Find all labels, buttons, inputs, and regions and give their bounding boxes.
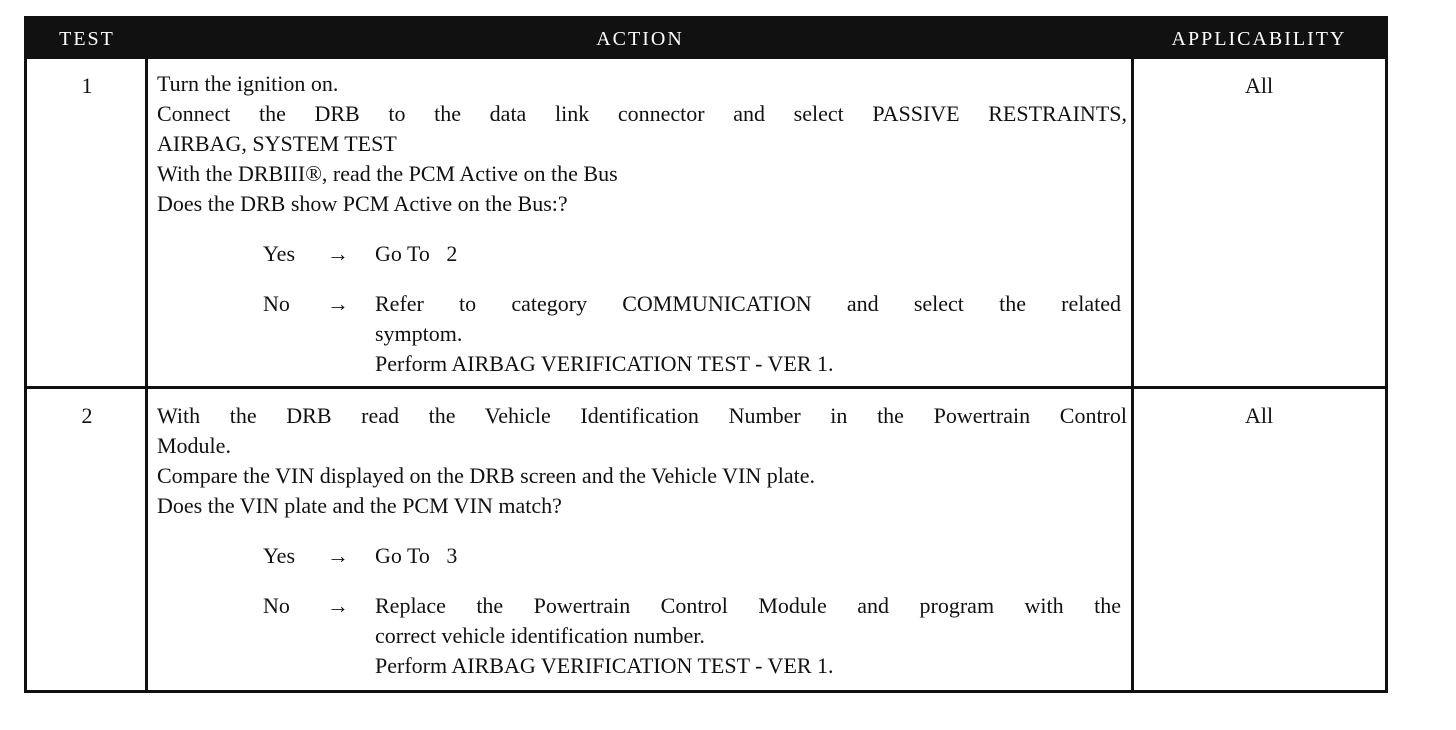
diagnostic-test-table [24, 16, 1388, 693]
no-action-line: Replace the Powertrain Control Module and program with the [375, 593, 1121, 618]
row-divider [27, 386, 1385, 389]
no-action-line: symptom. [375, 321, 463, 346]
action-line: Does the DRB show PCM Active on the Bus:? [157, 191, 568, 216]
header-action: ACTION [596, 28, 684, 50]
applicability-value: All [1244, 73, 1274, 98]
table-header [27, 19, 1385, 59]
test-number: 1 [81, 73, 93, 98]
arrow-right-icon: → [327, 291, 349, 316]
column-divider [145, 59, 148, 693]
action-line: Turn the ignition on. [157, 71, 339, 96]
yes-label: Yes [263, 241, 296, 266]
arrow-right-icon: → [327, 593, 349, 618]
no-action-text [375, 289, 1121, 379]
action-text [157, 401, 1127, 521]
applicability-value: All [1244, 403, 1274, 428]
arrow-right-icon: → [327, 543, 349, 568]
goto-text: Go To 3 [375, 543, 458, 568]
action-line: Compare the VIN displayed on the DRB screen and the Vehicle VIN plate. [157, 463, 816, 488]
no-label: No [263, 291, 290, 316]
no-branch [263, 289, 1133, 379]
no-branch [263, 591, 1133, 681]
action-line: With the DRB read the Vehicle Identification Number in the Powertrain Control [157, 403, 1127, 428]
yes-branch [263, 541, 1133, 571]
yes-branch [263, 239, 1133, 269]
no-action-line: Refer to category COMMUNICATION and select the related [375, 291, 1121, 316]
action-line: Connect the DRB to the data link connector and select PASSIVE RESTRAINTS, [157, 101, 1127, 126]
action-line: AIRBAG, SYSTEM TEST [157, 131, 397, 156]
goto-text: Go To 2 [375, 241, 458, 266]
no-action-text [375, 591, 1121, 681]
no-action-line: Perform AIRBAG VERIFICATION TEST - VER 1. [375, 351, 834, 376]
yes-label: Yes [263, 543, 296, 568]
action-text [157, 69, 1127, 219]
header-test: TEST [59, 28, 115, 50]
header-applicability: APPLICABILITY [1171, 28, 1347, 50]
no-action-line: Perform AIRBAG VERIFICATION TEST - VER 1. [375, 653, 834, 678]
test-number: 2 [81, 403, 93, 428]
action-line: With the DRBIII®, read the PCM Active on the Bus [157, 161, 618, 186]
no-label: No [263, 593, 290, 618]
action-line: Module. [157, 433, 231, 458]
action-line: Does the VIN plate and the PCM VIN match? [157, 493, 562, 518]
arrow-right-icon: → [327, 241, 349, 266]
no-action-line: correct vehicle identification number. [375, 623, 705, 648]
